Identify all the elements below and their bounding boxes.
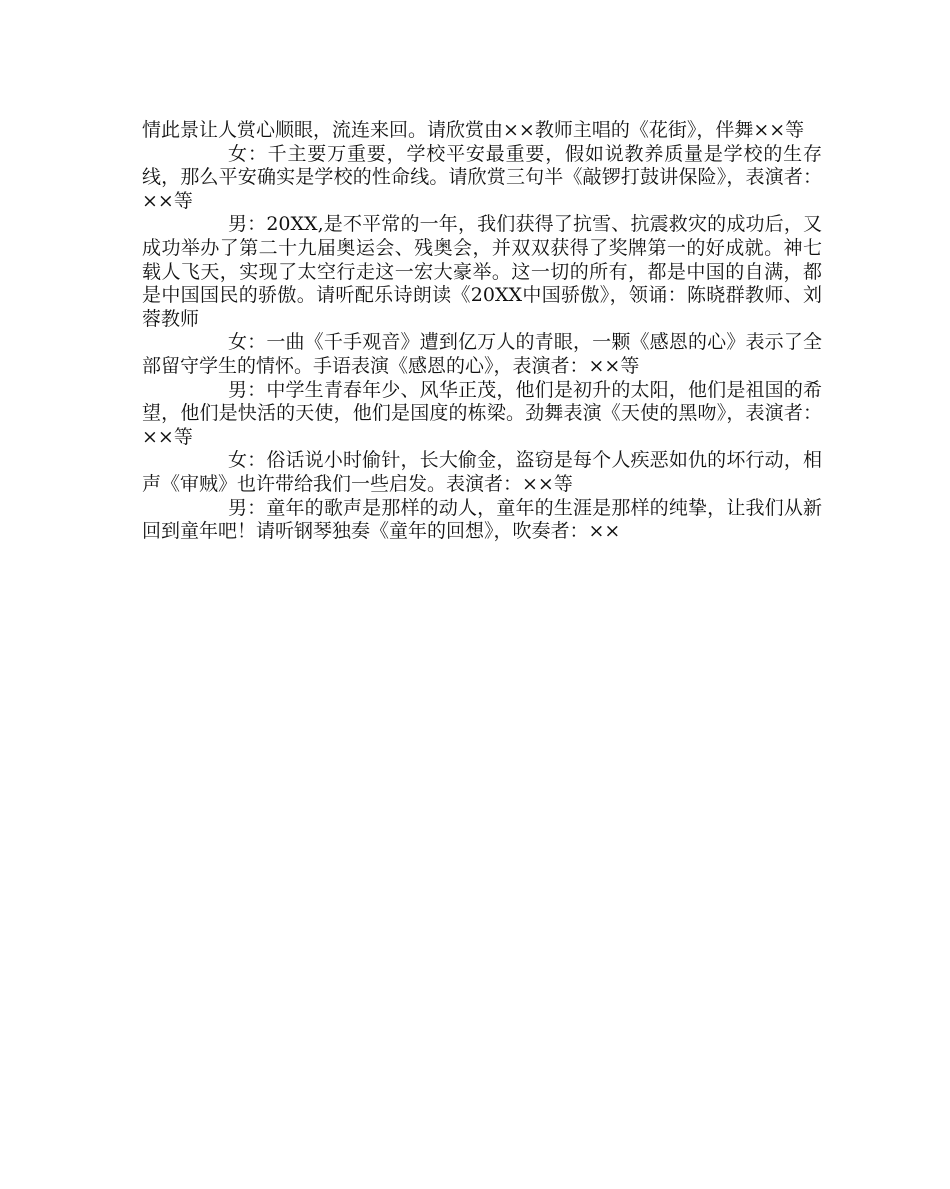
paragraph-female-host-safety: 女：千主要万重要，学校平安最重要，假如说教养质量是学校的生存线，那么平安确实是学校的性命线。请欣赏三句半《敲锣打鼓讲保险》，表演者：××等 xyxy=(142,142,822,212)
paragraph-female-host-grateful-heart: 女：一曲《千手观音》遭到亿万人的青眼，一颗《感恩的心》表示了全部留守学生的情怀。手语表演《感恩的心》，表演者：××等 xyxy=(142,331,822,377)
paragraph-continuation: 情此景让人赏心顺眼，流连来回。请欣赏由××教师主唱的《花街》，伴舞××等 xyxy=(142,119,805,141)
paragraph-male-host-piano: 男：童年的歌声是那样的动人，童年的生涯是那样的纯挚，让我们从新回到童年吧！请听钢琴独奏《童年的回想》，吹奏者：×× xyxy=(142,496,822,543)
paragraph-male-host-pride: 男：20XX,是不平常的一年，我们获得了抗雪、抗震救灾的成功后，又成功举办了第二十九届奥运会、残奥会，并双双获得了奖牌第一的好成就。神七载人飞天，实现了太空行走这一宏大豪举。这一切的所有，都是中国的自满，都是中国国民的骄傲。请听配乐诗朗读《20XX中国骄傲》，领诵：陈晓群教师、刘蓉教师 xyxy=(142,213,822,330)
paragraph-female-host-crosstalk: 女：俗话说小时偷针，长大偷金，盗窃是每个人疾恶如仇的坏行动，相声《审贼》也许带给我们一些启发。表演者：××等 xyxy=(142,449,822,495)
document-body xyxy=(142,119,822,544)
paragraph-male-host-dance: 男：中学生青春年少、风华正茂，他们是初升的太阳，他们是祖国的希望，他们是快活的天使，他们是国度的栋梁。劲舞表演《天使的黑吻》，表演者：××等 xyxy=(142,378,822,448)
